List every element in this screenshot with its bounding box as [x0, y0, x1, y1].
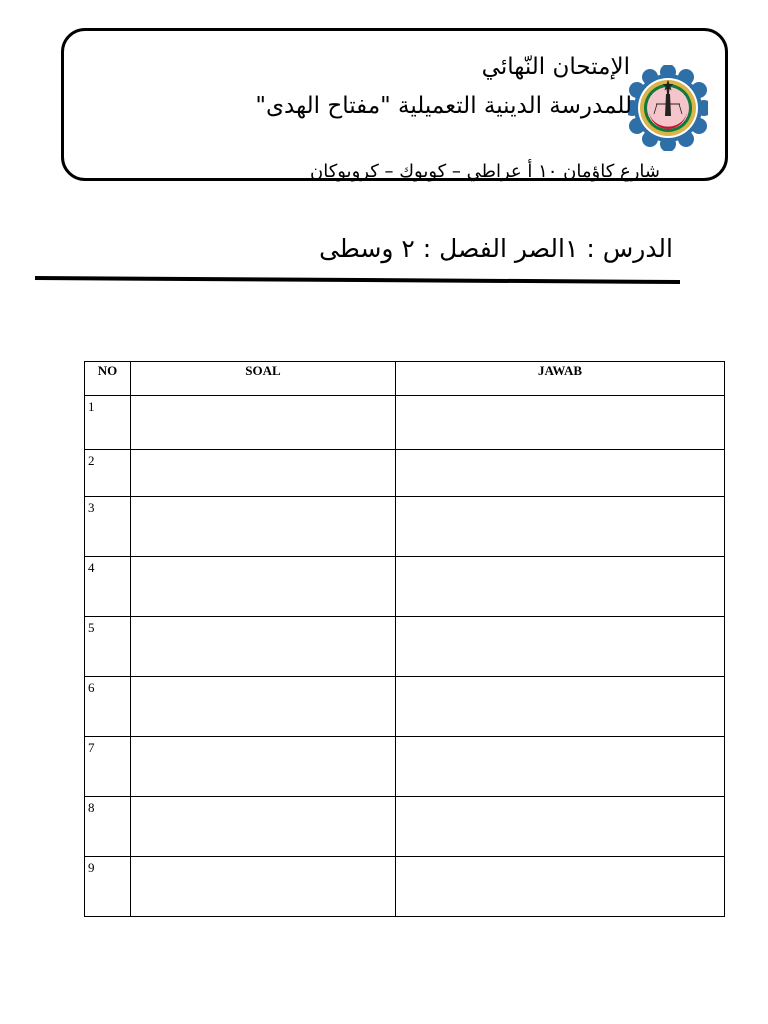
jawab-cell[interactable]	[396, 557, 725, 617]
soal-cell[interactable]	[131, 857, 396, 917]
table-row	[85, 557, 725, 617]
table-row	[85, 677, 725, 737]
divider-line	[35, 272, 680, 288]
row-number: 5	[85, 617, 131, 677]
row-number: 2	[85, 450, 131, 497]
school-name: للمدرسة الدينية التعميلية "مفتاح الهدى"	[255, 93, 632, 119]
row-number: 3	[85, 497, 131, 557]
soal-cell[interactable]	[131, 497, 396, 557]
column-header-jawab: JAWAB	[396, 362, 725, 396]
jawab-cell[interactable]	[396, 617, 725, 677]
soal-cell[interactable]	[131, 737, 396, 797]
jawab-cell[interactable]	[396, 677, 725, 737]
jawab-cell[interactable]	[396, 797, 725, 857]
table-row	[85, 797, 725, 857]
school-emblem-icon	[628, 65, 708, 151]
row-number: 4	[85, 557, 131, 617]
jawab-cell[interactable]	[396, 737, 725, 797]
table-row	[85, 617, 725, 677]
row-number: 7	[85, 737, 131, 797]
jawab-cell[interactable]	[396, 497, 725, 557]
answer-table	[84, 361, 725, 917]
table-header-row	[85, 362, 725, 396]
table-row	[85, 450, 725, 497]
table-row	[85, 857, 725, 917]
table-row	[85, 737, 725, 797]
school-address: شارع كاؤمان ١٠ أ عراطي – كوبوك – كروبوكان	[309, 161, 660, 182]
soal-cell[interactable]	[131, 797, 396, 857]
row-number: 8	[85, 797, 131, 857]
row-number: 9	[85, 857, 131, 917]
row-number: 1	[85, 396, 131, 450]
soal-cell[interactable]	[131, 617, 396, 677]
exam-title: الإمتحان النّهائي	[481, 54, 630, 80]
soal-cell[interactable]	[131, 557, 396, 617]
row-number: 6	[85, 677, 131, 737]
soal-cell[interactable]	[131, 396, 396, 450]
jawab-cell[interactable]	[396, 857, 725, 917]
soal-cell[interactable]	[131, 677, 396, 737]
table-row	[85, 497, 725, 557]
soal-cell[interactable]	[131, 450, 396, 497]
jawab-cell[interactable]	[396, 450, 725, 497]
column-header-soal: SOAL	[131, 362, 396, 396]
column-header-no: NO	[85, 362, 131, 396]
subject-class-line: الدرس : ١الصر الفصل : ٢ وسطى	[319, 234, 673, 263]
jawab-cell[interactable]	[396, 396, 725, 450]
table-row	[85, 396, 725, 450]
